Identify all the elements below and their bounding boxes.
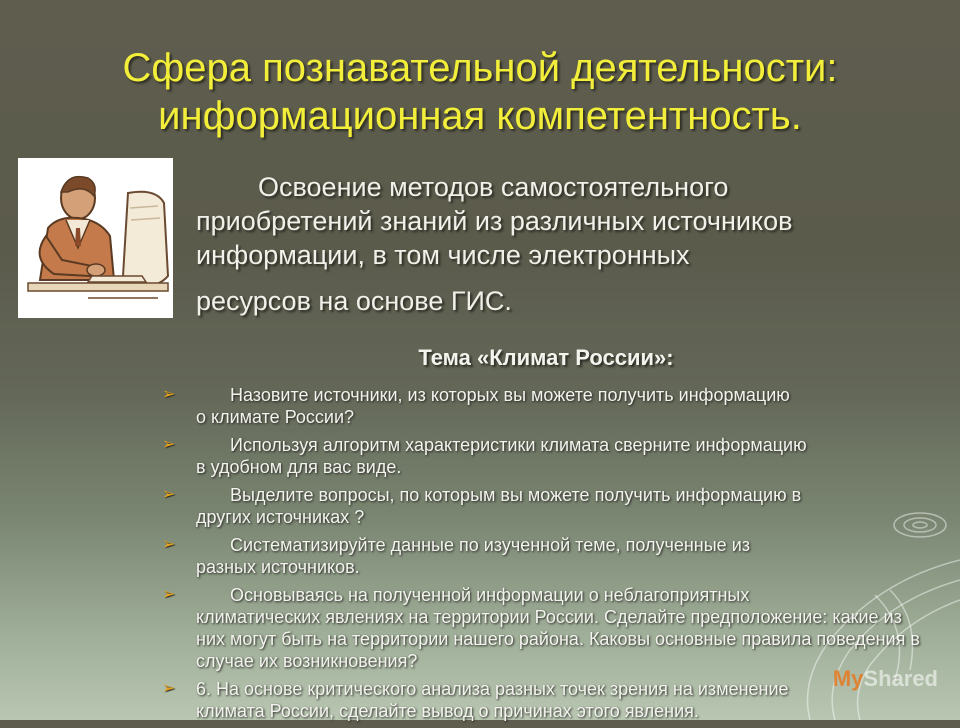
- lead-line-3: информации, в том числе электронных: [196, 240, 690, 270]
- arrow-bullet-icon: ➢: [162, 680, 176, 697]
- task-item: [162, 384, 932, 428]
- task-text-first: Основываясь на полученной информации о неблагоприятных: [230, 585, 750, 605]
- person-at-computer-clipart: [18, 158, 173, 318]
- arrow-bullet-icon: ➢: [162, 436, 176, 453]
- arrow-bullet-icon: ➢: [162, 486, 176, 503]
- lead-paragraph: [196, 170, 936, 318]
- task-text-rest: в удобном для вас виде.: [196, 457, 402, 477]
- task-text-first: Назовите источники, из которых вы можете получить информацию: [230, 385, 790, 405]
- title-line-2: информационная компетентность.: [158, 94, 802, 138]
- title-line-1: Сфера познавательной деятельности:: [122, 46, 838, 90]
- arrow-bullet-icon: ➢: [162, 386, 176, 403]
- watermark-shared: Shared: [863, 666, 938, 691]
- arrow-bullet-icon: ➢: [162, 536, 176, 553]
- task-text-first: 6. На основе критического анализа разных точек зрения на изменение: [196, 679, 789, 699]
- task-text-rest: климата России, сделайте вывод о причинах этого явления.: [196, 701, 699, 721]
- topic-heading: Тема «Климат России»:: [418, 345, 674, 370]
- task-text-first: Используя алгоритм характеристики климата сверните информацию: [230, 435, 807, 455]
- watermark: [833, 666, 938, 692]
- lead-line-1: Освоение методов самостоятельного: [258, 172, 729, 202]
- slide-title: [40, 44, 920, 140]
- task-text-first: Выделите вопросы, по которым вы можете получить информацию в: [230, 485, 802, 505]
- task-text-rest: разных источников.: [196, 557, 360, 577]
- lead-line-4: ресурсов на основе ГИС.: [196, 286, 512, 316]
- task-text-first: Систематизируйте данные по изученной теме, полученные из: [230, 535, 750, 555]
- arrow-bullet-icon: ➢: [162, 586, 176, 603]
- task-text-rest: о климате России?: [196, 407, 355, 427]
- task-text-rest: других источниках ?: [196, 507, 365, 527]
- lead-line-2: приобретений знаний из различных источников: [196, 206, 793, 236]
- task-text-rest: климатических явлениях на территории России. Сделайте предположение: какие из них могут быть на территории нашего района. Каковы основные правила поведения в случае их возникновения?: [196, 607, 920, 671]
- watermark-my: My: [832, 666, 864, 691]
